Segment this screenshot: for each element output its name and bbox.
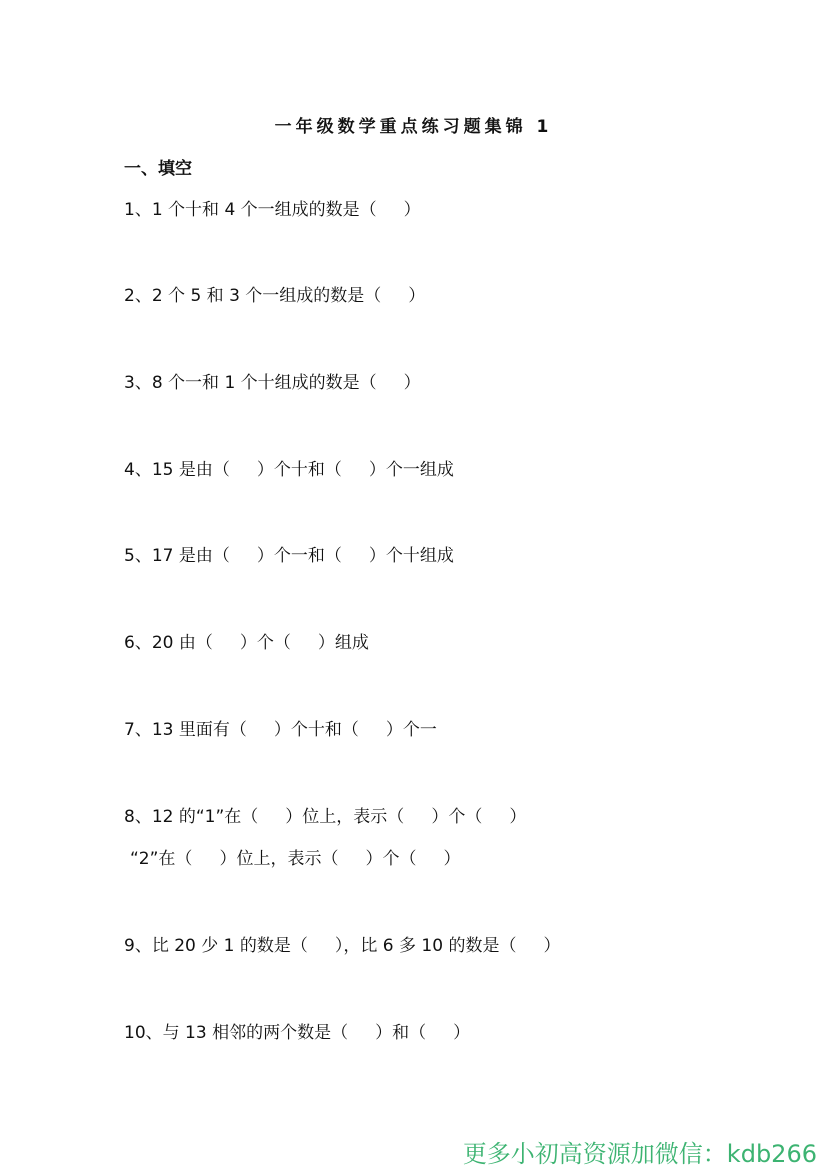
question-3: 3、8 个一和 1 个十组成的数是（ ）	[124, 373, 421, 393]
question-8-line-2: “2”在（ ）位上，表示（ ）个（ ）	[130, 849, 461, 869]
question-1: 1、1 个十和 4 个一组成的数是（ ）	[124, 200, 421, 220]
question-5: 5、17 是由（ ）个一和（ ）个十组成	[124, 546, 454, 566]
question-8-line-1: 8、12 的“1”在（ ）位上，表示（ ）个（ ）	[124, 807, 527, 827]
question-4: 4、15 是由（ ）个十和（ ）个一组成	[124, 460, 454, 480]
question-10: 10、与 13 相邻的两个数是（ ）和（ ）	[124, 1023, 471, 1043]
document-title: 一年级数学重点练习题集锦 1	[274, 117, 553, 137]
question-7: 7、13 里面有（ ）个十和（ ）个一	[124, 720, 437, 740]
contact-watermark: 更多小初高资源加微信：kdb266	[462, 1140, 817, 1168]
question-9: 9、比 20 少 1 的数是（ ），比 6 多 10 的数是（ ）	[124, 936, 561, 956]
question-2: 2、2 个 5 和 3 个一组成的数是（ ）	[124, 286, 426, 306]
question-6: 6、20 由（ ）个（ ）组成	[124, 633, 369, 653]
section-heading-fill-blank: 一、填空	[124, 159, 192, 179]
